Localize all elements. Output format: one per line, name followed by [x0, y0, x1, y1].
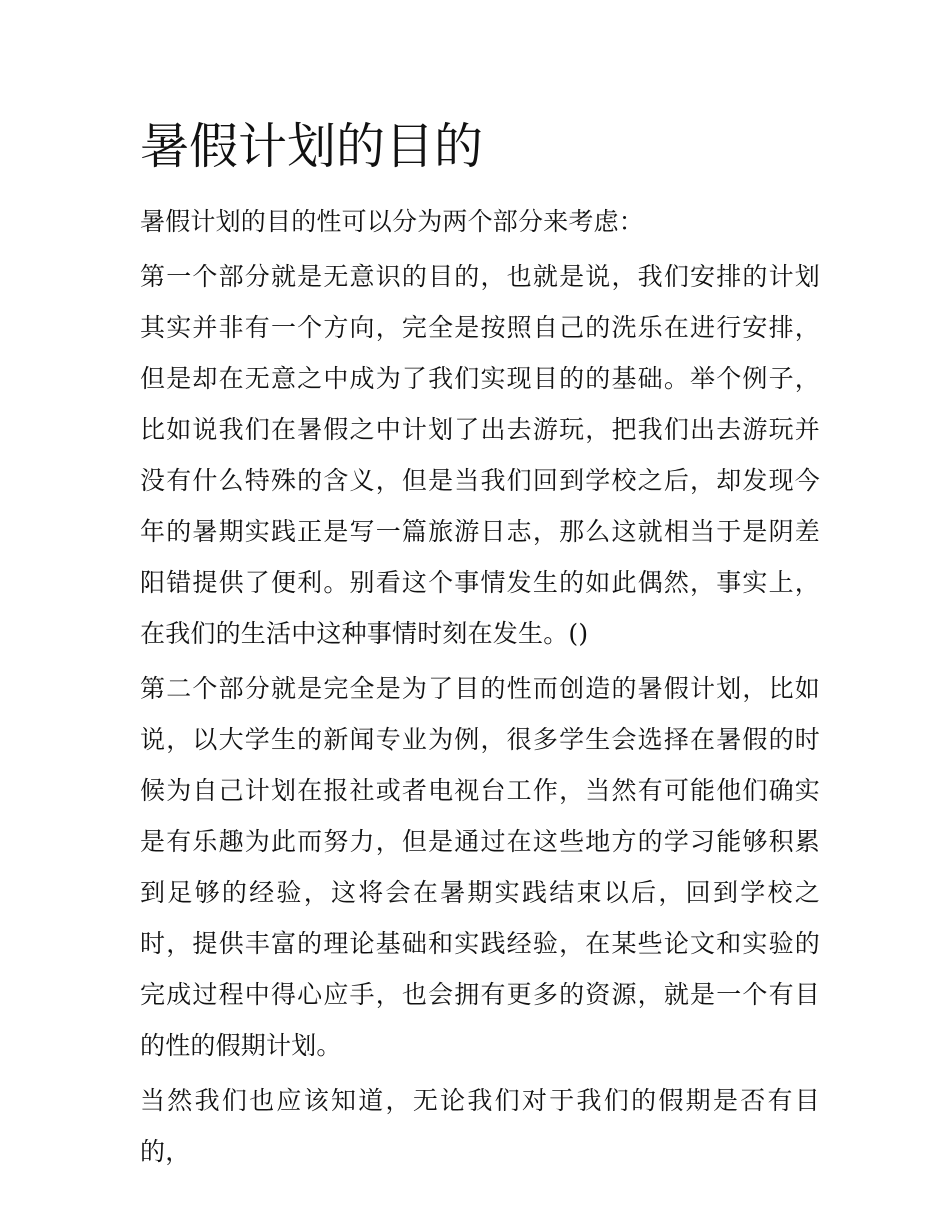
paragraph-part-two: 第二个部分就是完全是为了目的性而创造的暑假计划，比如说，以大学生的新闻专业为例，很多学生会选择在暑假的时候为自己计划在报社或者电视台工作，当然有可能他们确实是有乐趣为此而努力，但是通过在这些地方的学习能够积累到足够的经验，这将会在暑期实践结束以后，回到学校之时，提供丰富的理论基础和实践经验，在某些论文和实验的完成过程中得心应手，也会拥有更多的资源，就是一个有目的性的假期计划。 — [140, 674, 820, 1060]
document-title: 暑假计划的目的 — [140, 118, 484, 175]
paragraph-conclusion: 当然我们也应该知道，无论我们对于我们的假期是否有目的， — [140, 1086, 820, 1166]
document-body — [140, 196, 820, 1181]
paragraph-part-one: 第一个部分就是无意识的目的，也就是说，我们安排的计划其实并非有一个方向，完全是按照自己的洗乐在进行安排，但是却在无意之中成为了我们实现目的的基础。举个例子，比如说我们在暑假之中计划了出去游玩，把我们出去游玩并没有什么特殊的含义，但是当我们回到学校之后，却发现今年的暑期实践正是写一篇旅游日志，那么这就相当于是阴差阳错提供了便利。别看这个事情发生的如此偶然，事实上，在我们的生活中这种事情时刻在发生。() — [140, 262, 820, 648]
paragraph-intro: 暑假计划的目的性可以分为两个部分来考虑： — [140, 207, 645, 236]
